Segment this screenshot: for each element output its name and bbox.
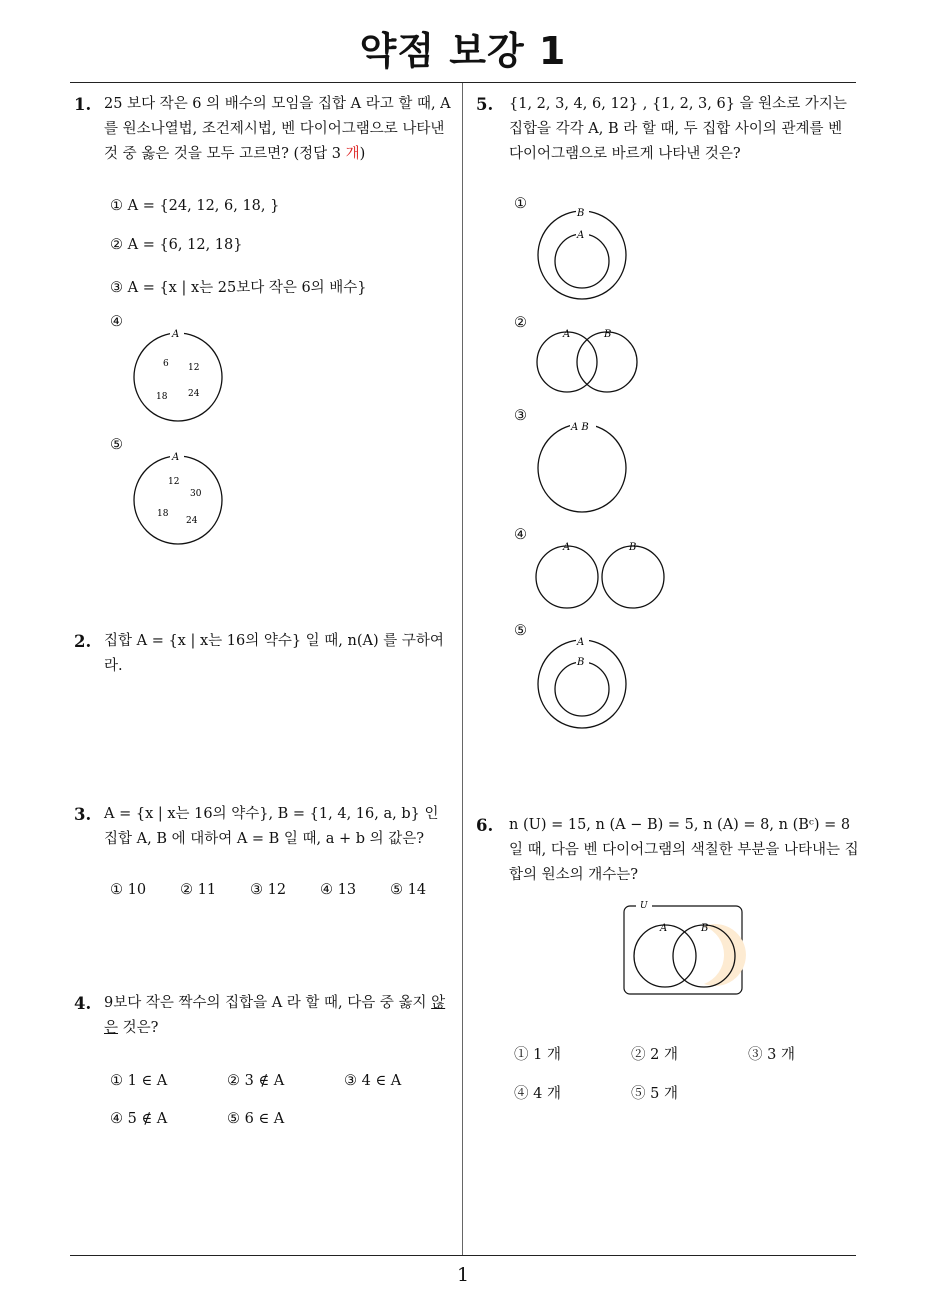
q6-number: 6.	[476, 816, 494, 835]
page-title: 약점 보강 1	[359, 29, 567, 73]
q4-option-5[interactable]: ⑤ 6 ∈ A	[227, 1111, 285, 1127]
q5-option-4[interactable]: ④	[514, 527, 527, 543]
q5-venn2-label-a: A	[563, 329, 571, 340]
q5-text: {1, 2, 3, 4, 6, 12} , {1, 2, 3, 6} 을 원소로 가지는 집합을 각각 A, B 라 할 때, 두 집합 사이의 관계를 벤 다이어그램으로 바르게 나타낸 것은?	[509, 96, 847, 162]
q5-option-2[interactable]: ②	[514, 315, 527, 331]
q1-text-end: )	[359, 146, 366, 162]
q1-venn5-elem-1: 12	[168, 477, 180, 487]
q1-option-3[interactable]: ③ A = {x | x는 25보다 작은 6의 배수}	[110, 280, 367, 296]
q5-venn-3	[532, 418, 632, 516]
q5-option-5[interactable]: ⑤	[514, 623, 527, 639]
bottom-rule	[70, 1255, 856, 1256]
q5-venn1-label-b: B	[577, 208, 585, 219]
q5-venn2-label-b: B	[604, 329, 612, 340]
q4-text	[104, 991, 456, 1041]
q1-venn4-elem-3: 18	[156, 392, 168, 402]
q5-option-1[interactable]: ①	[514, 196, 527, 212]
column-divider	[462, 83, 463, 1255]
q4-number: 4.	[74, 994, 92, 1013]
q1-venn4-elem-1: 6	[163, 359, 169, 369]
q1-text	[104, 92, 456, 167]
q4-option-4[interactable]: ④ 5 ∉ A	[110, 1111, 168, 1127]
q6-option-3[interactable]: ③ 3 개	[748, 1047, 795, 1063]
q3-option-3[interactable]: ③ 12	[250, 882, 287, 898]
q5-venn-2	[532, 325, 642, 397]
q4-text-main: 9보다 작은 짝수의 집합을 A 라 할 때, 다음 중 옳지	[104, 995, 432, 1011]
q4-text-end: 것은?	[118, 1020, 159, 1036]
q5-venn5-label-b: B	[577, 657, 585, 668]
q3-text: A = {x | x는 16의 약수}, B = {1, 4, 16, a, b} 인 집합 A, B 에 대하여 A = B 일 때, a + b 의 값은?	[104, 806, 439, 847]
q6-option-4[interactable]: ④ 4 개	[514, 1086, 561, 1102]
q2-number: 2.	[74, 632, 92, 651]
q1-option-4[interactable]: ④	[110, 314, 123, 330]
q5-venn3-label-ab: A B	[571, 422, 589, 433]
q6-option-1[interactable]: ① 1 개	[514, 1047, 561, 1063]
q3-option-5[interactable]: ⑤ 14	[390, 882, 427, 898]
q5-venn5-label-a: A	[577, 637, 585, 648]
q5-option-3[interactable]: ③	[514, 408, 527, 424]
q1-venn-4	[130, 326, 230, 426]
q5-venn-4	[532, 538, 672, 612]
q4-option-3[interactable]: ③ 4 ∈ A	[344, 1073, 402, 1089]
q6-text: n (U) = 15, n (A − B) = 5, n (A) = 8, n (Bᶜ) = 8 일 때, 다음 벤 다이어그램의 색칠한 부분을 나타내는 집합의 원소의 개수는?	[509, 817, 859, 883]
q6-venn-label-b: B	[701, 923, 709, 934]
q1-venn4-set-label: A	[172, 329, 180, 340]
q1-venn4-elem-4: 24	[188, 389, 200, 399]
q6-venn-universe-label: U	[640, 901, 648, 911]
q6-venn-label-a: A	[660, 923, 668, 934]
q5-venn4-label-a: A	[563, 542, 571, 553]
top-rule	[70, 82, 856, 83]
q5-venn-1	[532, 206, 632, 304]
q1-venn-5	[130, 449, 230, 549]
q5-venn1-label-a: A	[577, 230, 585, 241]
q1-option-1[interactable]: ① A = {24, 12, 6, 18, }	[110, 198, 280, 214]
q3-number: 3.	[74, 805, 92, 824]
q6-venn-diagram	[620, 896, 748, 1000]
q5-venn4-label-b: B	[629, 542, 637, 553]
q2-text: 집합 A = {x | x는 16의 약수} 일 때, n(A) 를 구하여라.	[104, 633, 444, 674]
q6-option-5[interactable]: ⑤ 5 개	[631, 1086, 678, 1102]
page-number: 1	[456, 1264, 470, 1286]
q5-venn-5	[532, 634, 632, 732]
q1-text-red: 개	[345, 146, 360, 162]
q4-option-2[interactable]: ② 3 ∉ A	[227, 1073, 285, 1089]
q1-venn4-elem-2: 12	[188, 363, 200, 373]
q1-number: 1.	[74, 95, 92, 114]
q3-option-2[interactable]: ② 11	[180, 882, 217, 898]
q1-text-main: 25 보다 작은 6 의 배수의 모임을 집합 A 라고 할 때, A 를 원소나열법, 조건제시법, 벤 다이어그램으로 나타낸 것 중 옳은 것을 모두 고르면? (정답 3	[104, 96, 451, 162]
q1-option-5[interactable]: ⑤	[110, 437, 123, 453]
q1-venn5-elem-4: 24	[186, 516, 198, 526]
q4-option-1[interactable]: ① 1 ∈ A	[110, 1073, 168, 1089]
q4-text-underlined: 않은	[104, 995, 446, 1036]
q3-option-1[interactable]: ① 10	[110, 882, 147, 898]
q1-venn5-set-label: A	[172, 452, 180, 463]
q1-option-2[interactable]: ② A = {6, 12, 18}	[110, 237, 243, 253]
q6-option-2[interactable]: ② 2 개	[631, 1047, 678, 1063]
q3-option-4[interactable]: ④ 13	[320, 882, 357, 898]
q5-number: 5.	[476, 95, 494, 114]
q1-venn5-elem-3: 18	[157, 509, 169, 519]
q1-venn5-elem-2: 30	[190, 489, 202, 499]
